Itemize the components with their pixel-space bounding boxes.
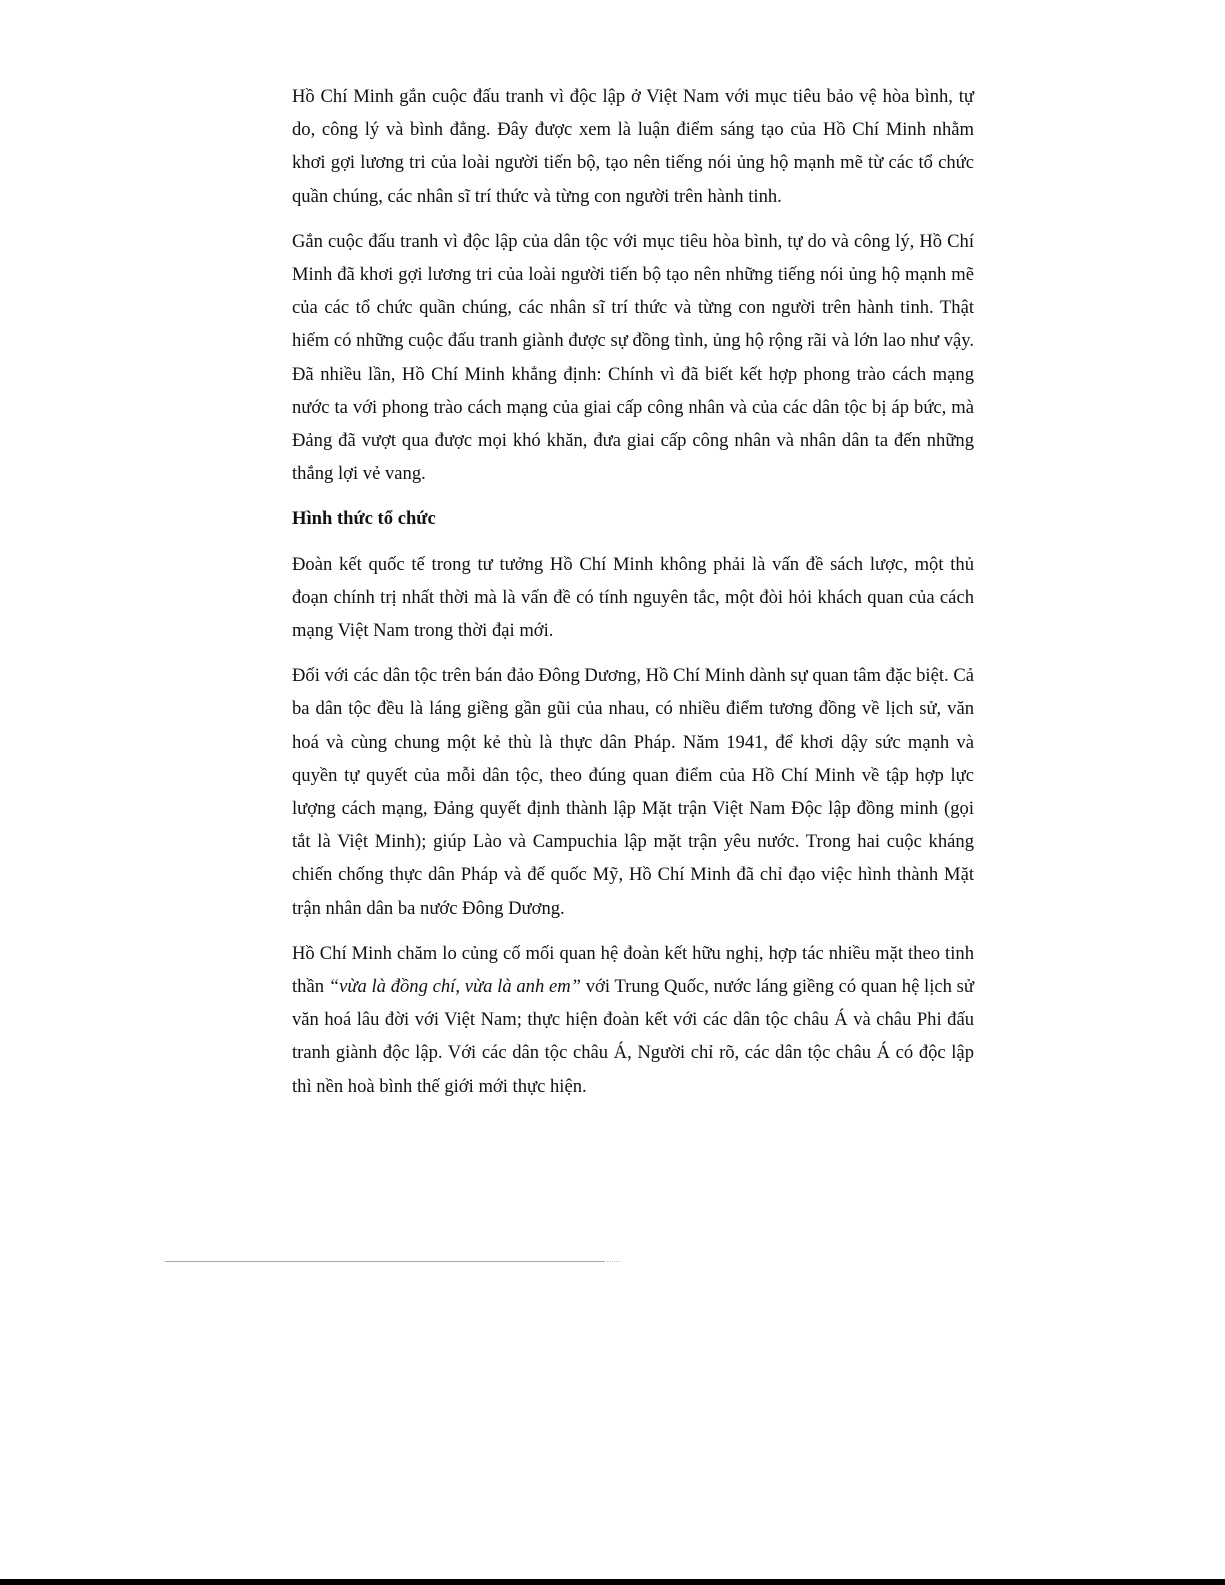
- paragraph-2: Gắn cuộc đấu tranh vì độc lập của dân tộc với mục tiêu hòa bình, tự do và công lý, Hồ Chí Minh đã khơi gợi lương tri của loài người tiến bộ tạo nên những tiếng nói ủng hộ mạnh mẽ của các tổ chức quần chúng, các nhân sĩ trí thức và từng con người trên hành tinh. Thật hiếm có những cuộc đấu tranh giành được sự đồng tình, ủng hộ rộng rãi và lớn lao như vậy. Đã nhiều lần, Hồ Chí Minh khẳng định: Chính vì đã biết kết hợp phong trào cách mạng nước ta với phong trào cách mạng của giai cấp công nhân và của các dân tộc bị áp bức, mà Đảng đã vượt qua được mọi khó khăn, đưa giai cấp công nhân và nhân dân ta đến những thắng lợi vẻ vang.: [292, 230, 974, 485]
- paragraph-1: Hồ Chí Minh gắn cuộc đấu tranh vì độc lập ở Việt Nam với mục tiêu bảo vệ hòa bình, tự do, công lý và bình đẳng. Đây được xem là luận điểm sáng tạo của Hồ Chí Minh nhằm khơi gợi lương tri của loài người tiến bộ, tạo nên tiếng nói ủng hộ mạnh mẽ từ các tổ chức quần chúng, các nhân sĩ trí thức và từng con người trên hành tinh.: [292, 86, 974, 207]
- paragraph-5-start: Hồ Chí Minh chăm lo củng cố mối quan hệ đoàn kết hữu nghị, hợp tác nhiều mặt theo tinh thần: [292, 942, 974, 998]
- footnote-separator: [165, 1261, 605, 1262]
- document-body: [292, 80, 974, 1115]
- paragraph-4: Đối với các dân tộc trên bán đảo Đông Dương, Hồ Chí Minh dành sự quan tâm đặc biệt. Cả ba dân tộc đều là láng giềng gần gũi của nhau, có nhiều điểm tương đồng về lịch sử, văn hoá và cùng chung một kẻ thù là thực dân Pháp. Năm 1941, để khơi dậy sức mạnh và quyền tự quyết của mỗi dân tộc, theo đúng quan điểm của Hồ Chí Minh về tập hợp lực lượng cách mạng, Đảng quyết định thành lập Mặt trận Việt Nam Độc lập đồng minh (gọi tắt là Việt Minh); giúp Lào và Campuchia lập mặt trận yêu nước. Trong hai cuộc kháng chiến chống thực dân Pháp và đế quốc Mỹ, Hồ Chí Minh đã chỉ đạo việc hình thành Mặt trận nhân dân ba nước Đông Dương.: [292, 665, 974, 919]
- section-heading: Hình thức tổ chức: [292, 508, 436, 530]
- footnote-separator-tail: [607, 1261, 621, 1262]
- paragraph-5-end: với Trung Quốc, nước láng giềng có quan hệ lịch sử văn hoá lâu đời với Việt Nam; thực hiện đoàn kết với các dân tộc châu Á và châu Phi đấu tranh giành độc lập. Với các dân tộc châu Á, Người chỉ rõ, các dân tộc châu Á có độc lập thì nền hoà bình thế giới mới thực hiện.: [292, 976, 974, 1097]
- page-bottom-edge: [0, 1579, 1225, 1585]
- italic-quote: “vừa là đồng chí, vừa là anh em”: [328, 976, 582, 998]
- paragraph-3: Đoàn kết quốc tế trong tư tưởng Hồ Chí Minh không phải là vấn đề sách lược, một thủ đoạn chính trị nhất thời mà là vấn đề có tính nguyên tắc, một đòi hỏi khách quan của cách mạng Việt Nam trong thời đại mới.: [292, 553, 974, 642]
- paragraph-5: [292, 937, 974, 1103]
